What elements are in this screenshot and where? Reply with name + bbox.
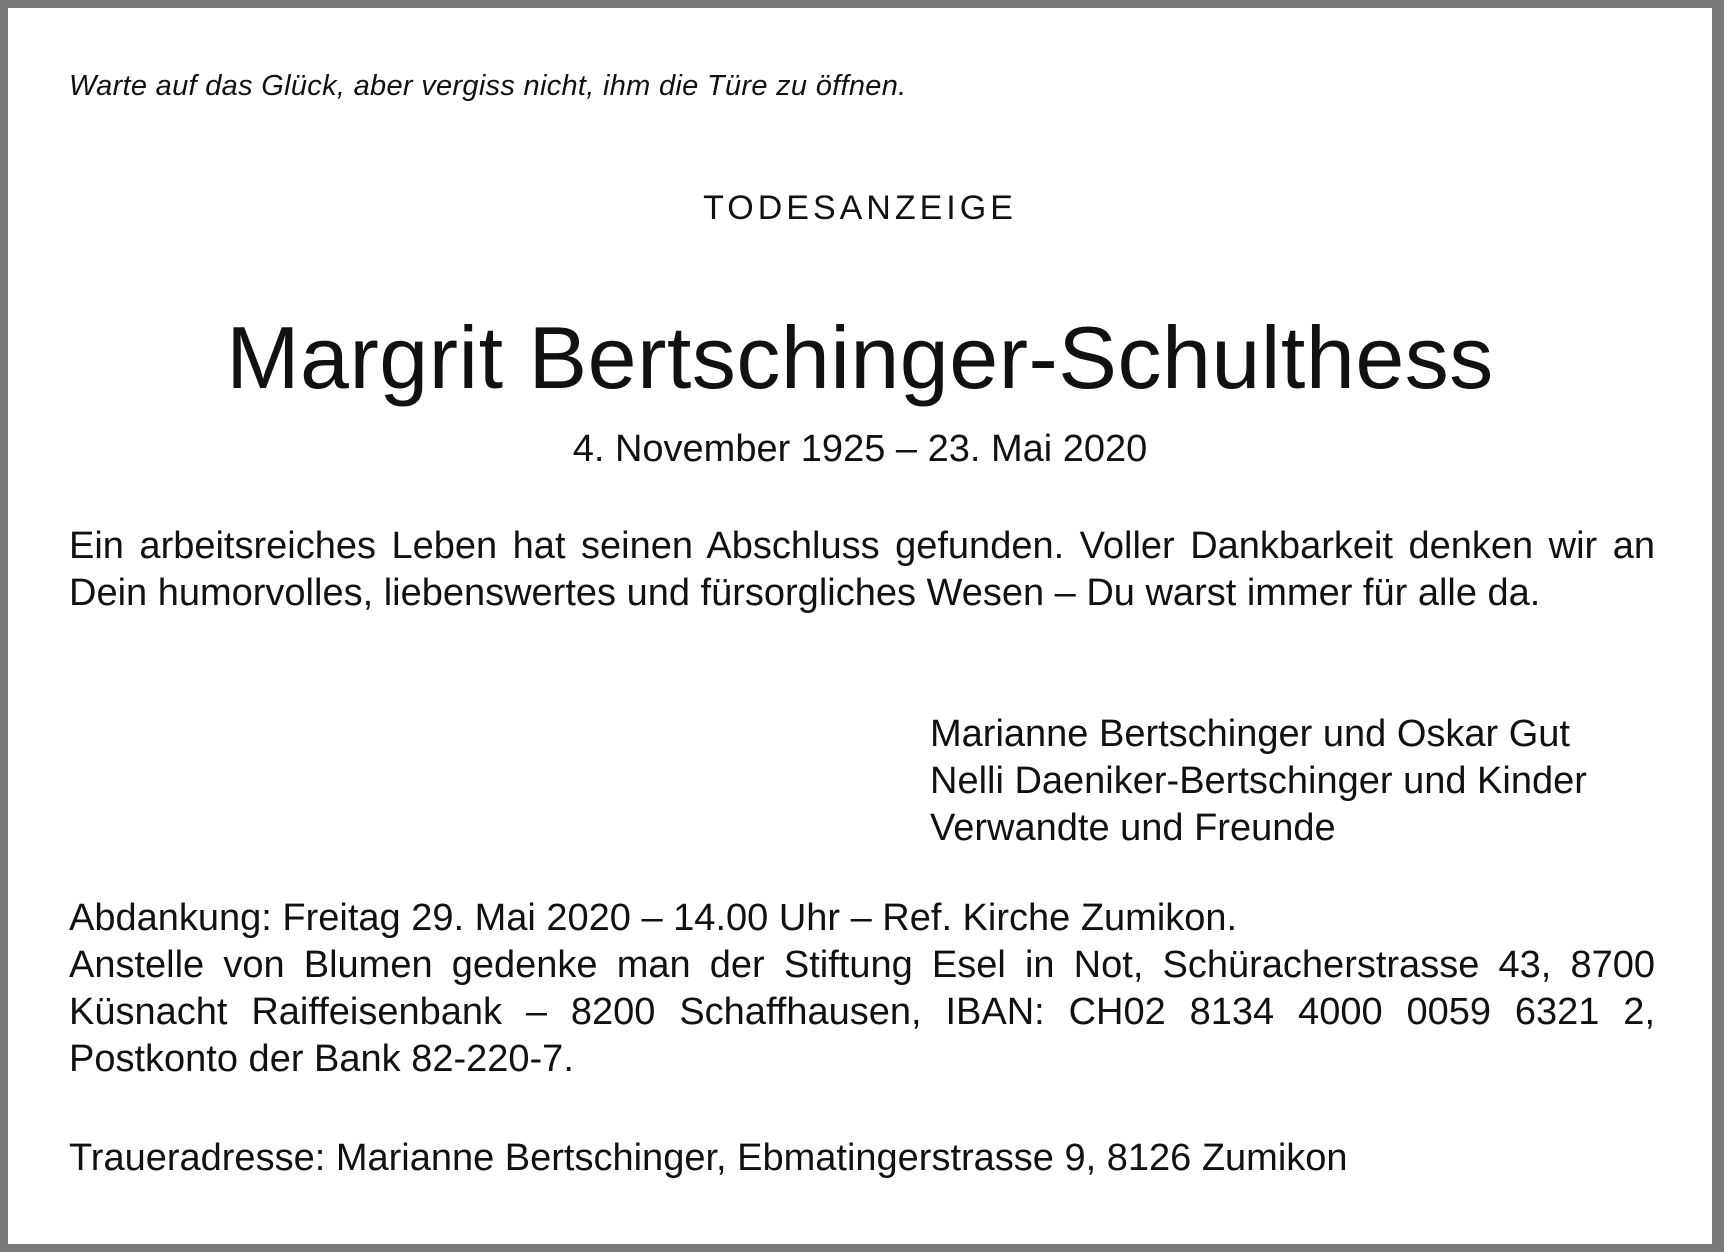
- service-details: [69, 895, 1655, 1083]
- deceased-name: Margrit Bertschinger-Schulthess: [226, 308, 1494, 407]
- signer-line: Nelli Daeniker-Bertschinger und Kinder: [930, 760, 1587, 802]
- notice-heading: TODESANZEIGE: [703, 189, 1017, 227]
- life-dates: 4. November 1925 – 23. Mai 2020: [572, 428, 1148, 470]
- motto-quote: Warte auf das Glück, aber vergiss nicht, ihm die Türe zu öffnen.: [69, 70, 907, 102]
- signer-line: Verwandte und Freunde: [930, 807, 1336, 849]
- signers-list: [930, 711, 1587, 852]
- death-notice-page: [8, 8, 1712, 1244]
- mourning-address: Traueradresse: Marianne Bertschinger, Ebmatingerstrasse 9, 8126 Zumikon: [69, 1137, 1348, 1179]
- signer-line: Marianne Bertschinger und Oskar Gut: [930, 713, 1570, 755]
- funeral-service-text: Abdankung: Freitag 29. Mai 2020 – 14.00 Uhr – Ref. Kirche Zumikon.: [69, 897, 1238, 939]
- intro-paragraph: Ein arbeitsreiches Leben hat seinen Abschluss gefunden. Voller Dankbarkeit denken wir an Dein humorvolles, liebenswertes und fürsorgliches Wesen – Du warst immer für alle da.: [69, 525, 1655, 614]
- donation-text: Anstelle von Blumen gedenke man der Stiftung Esel in Not, Schüracherstrasse 43, 8700 Küsnacht Raiffeisenbank – 8200 Schaffhausen, IBAN: CH02 8134 4000 0059 6321 2, Postkonto der Bank 82-220-7.: [69, 944, 1655, 1080]
